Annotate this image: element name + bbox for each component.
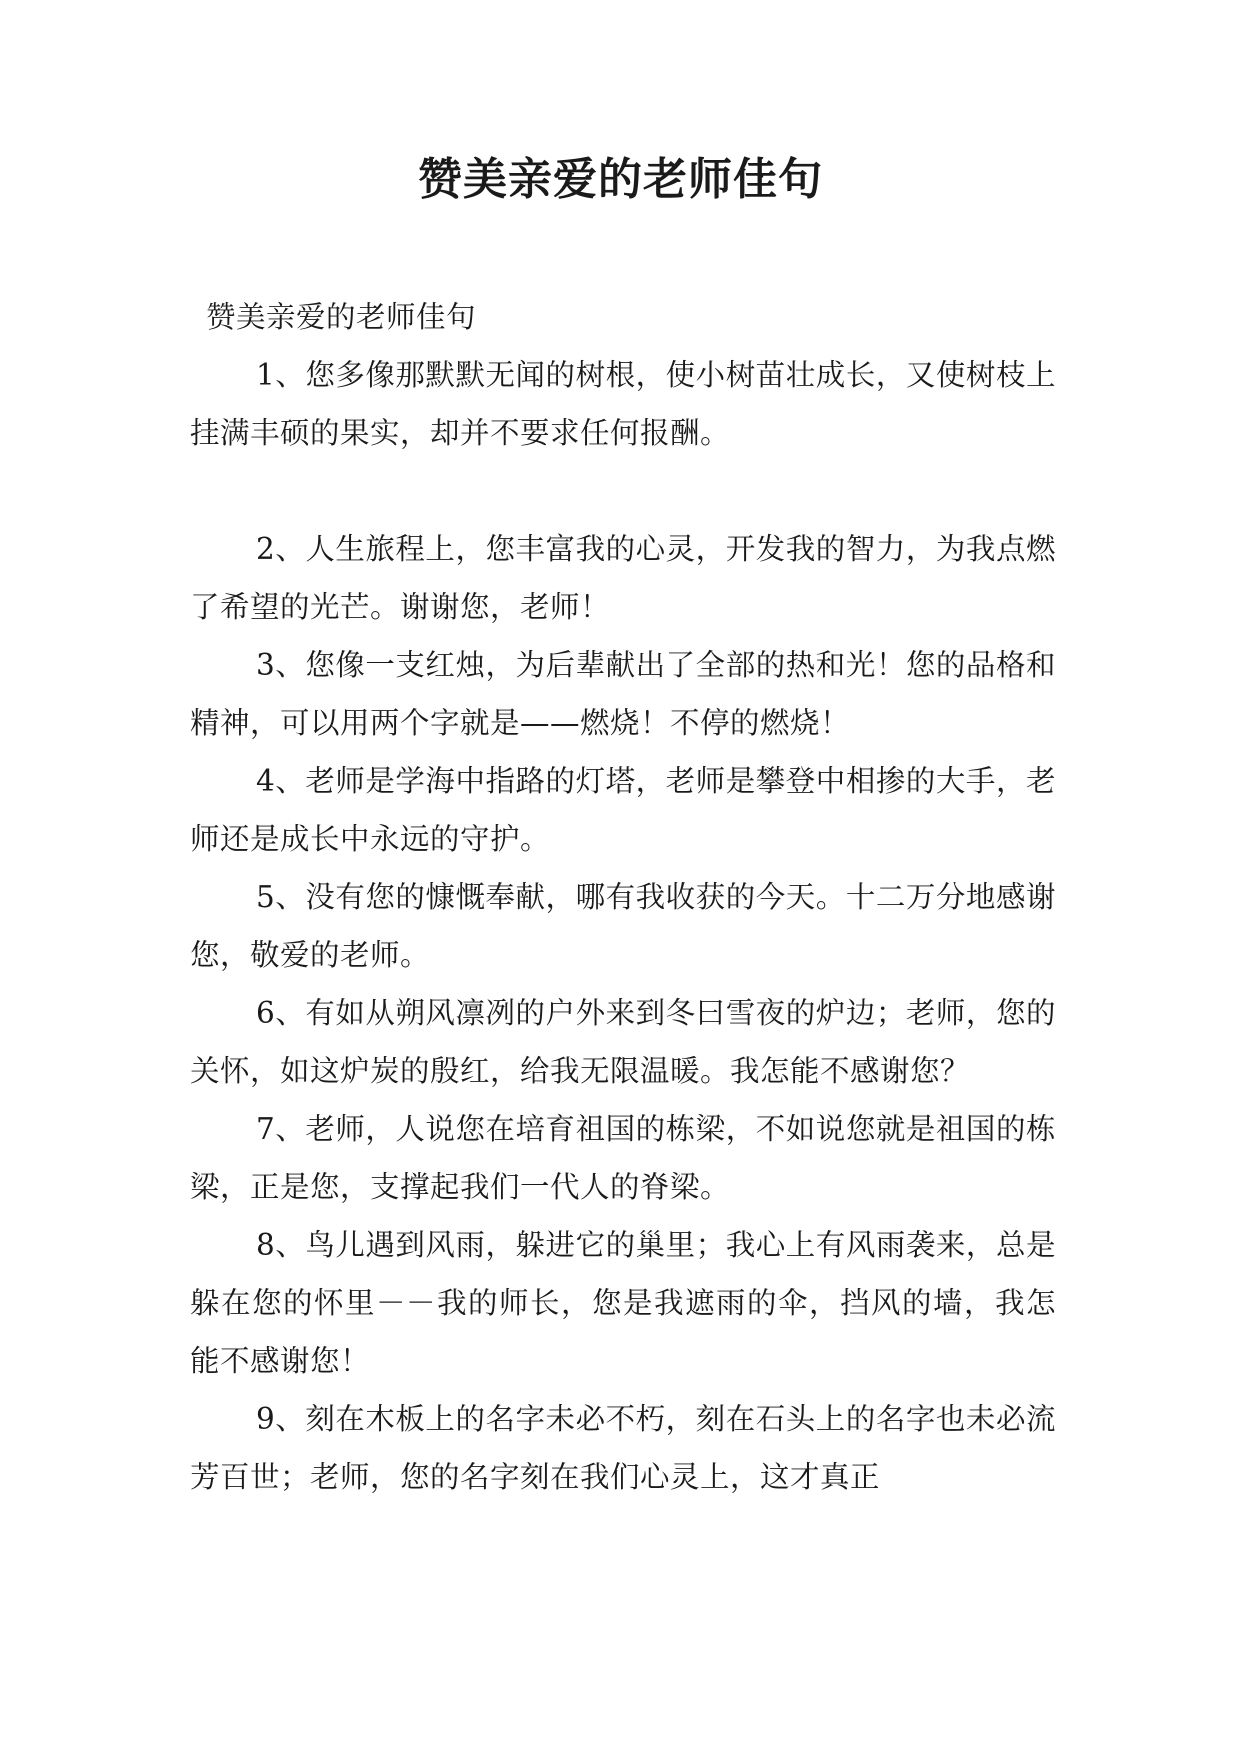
paragraph-7: 7、老师，人说您在培育祖国的栋梁，不如说您就是祖国的栋梁，正是您，支撑起我们一代人的脊梁。 (190, 1112, 1056, 1204)
paragraph-3: 3、您像一支红烛，为后辈献出了全部的热和光！您的品格和精神，可以用两个字就是——燃烧！不停的燃烧！ (190, 648, 1056, 740)
document-title: 赞美亲爱的老师佳句 (418, 154, 823, 205)
paragraph-2: 2、人生旅程上，您丰富我的心灵，开发我的智力，为我点燃了希望的光芒。谢谢您，老师！ (190, 532, 1056, 624)
document-body (190, 288, 1056, 1506)
paragraph-4: 4、老师是学海中指路的灯塔，老师是攀登中相掺的大手，老师还是成长中永远的守护。 (190, 764, 1056, 856)
paragraph-8: 8、鸟儿遇到风雨，躲进它的巢里；我心上有风雨袭来，总是躲在您的怀里－－我的师长，您是我遮雨的伞，挡风的墙，我怎能不感谢您！ (190, 1228, 1056, 1378)
paragraph-5: 5、没有您的慷慨奉献，哪有我收获的今天。十二万分地感谢您，敬爱的老师。 (190, 880, 1056, 972)
paragraph-6: 6、有如从朔风凛冽的户外来到冬曰雪夜的炉边；老师，您的关怀，如这炉炭的殷红，给我无限温暖。我怎能不感谢您？ (190, 996, 1056, 1088)
paragraph-1: 1、您多像那默默无闻的树根，使小树苗壮成长，又使树枝上挂满丰硕的果实，却并不要求任何报酬。 (190, 358, 1056, 450)
document-subtitle: 赞美亲爱的老师佳句 (206, 300, 477, 334)
paragraph-9: 9、刻在木板上的名字未必不朽，刻在石头上的名字也未必流芳百世；老师，您的名字刻在我们心灵上，这才真正 (190, 1402, 1056, 1494)
